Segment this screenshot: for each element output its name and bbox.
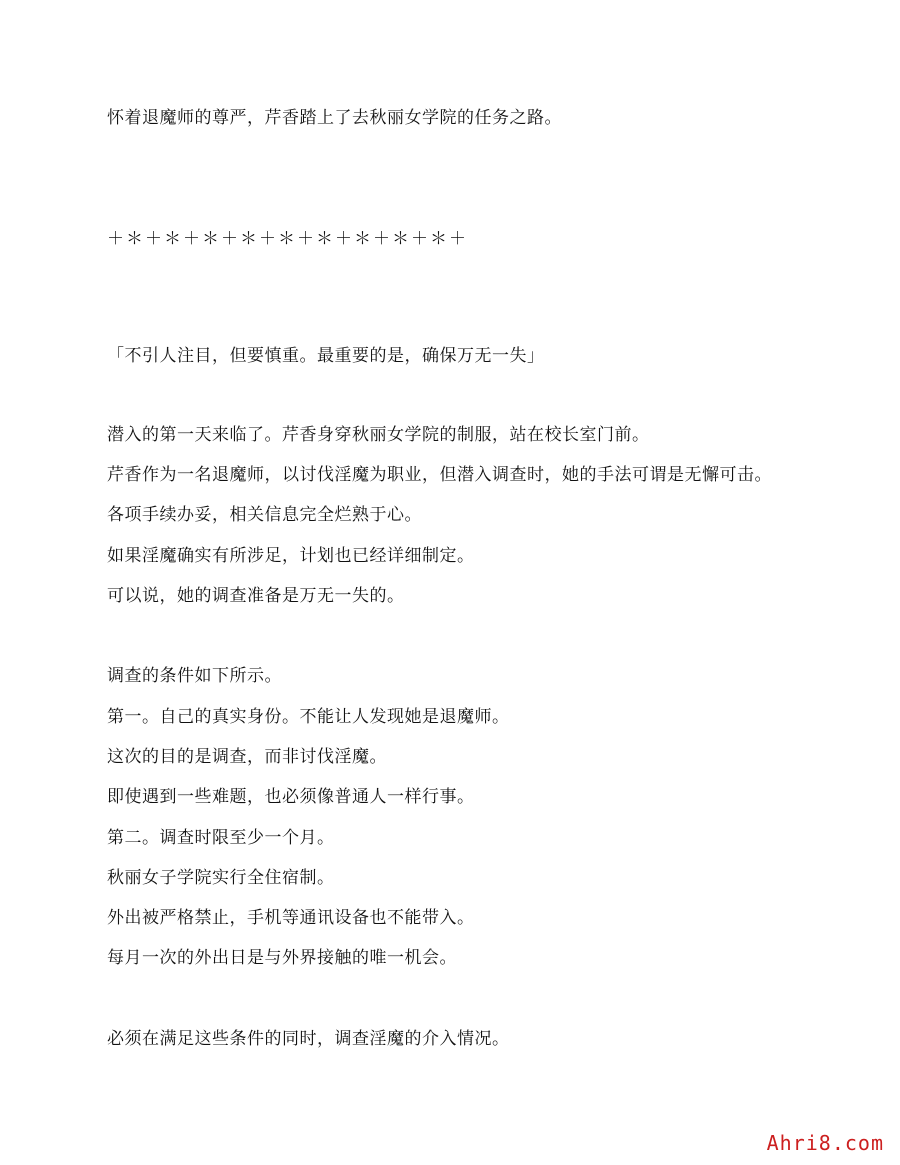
- watermark-text: Ahri8.com: [766, 1131, 884, 1155]
- paragraph-line: 如果淫魔确实有所涉足，计划也已经详细制定。: [107, 546, 475, 566]
- paragraph-line: 这次的目的是调查，而非讨伐淫魔。: [107, 747, 387, 767]
- paragraph-line: 秋丽女子学院实行全住宿制。: [107, 868, 335, 888]
- paragraph-line: 每月一次的外出日是与外界接触的唯一机会。: [107, 948, 457, 968]
- paragraph-line: 外出被严格禁止，手机等通讯设备也不能带入。: [107, 908, 475, 928]
- paragraph-line: 芹香作为一名退魔师，以讨伐淫魔为职业，但潜入调查时，她的手法可谓是无懈可击。: [107, 465, 772, 485]
- paragraph-line: 第一。自己的真实身份。不能让人发现她是退魔师。: [107, 707, 510, 727]
- intro-line: 怀着退魔师的尊严，芹香踏上了去秋丽女学院的任务之路。: [107, 108, 562, 128]
- paragraph-line: 各项手续办妥，相关信息完全烂熟于心。: [107, 505, 422, 525]
- paragraph-line: 潜入的第一天来临了。芹香身穿秋丽女学院的制服，站在校长室门前。: [107, 425, 650, 445]
- quote-line: 「不引人注目，但要慎重。最重要的是，确保万无一失」: [107, 346, 545, 366]
- paragraph-line: 调查的条件如下所示。: [107, 666, 282, 686]
- paragraph-line: 第二。调查时限至少一个月。: [107, 828, 335, 848]
- paragraph-line: 即使遇到一些难题，也必须像普通人一样行事。: [107, 787, 475, 807]
- closing-line: 必须在满足这些条件的同时，调查淫魔的介入情况。: [107, 1029, 510, 1049]
- section-divider: ＋＊＋＊＋＊＋＊＋＊＋＊＋＊＋＊＋＊＋: [107, 229, 468, 249]
- paragraph-line: 可以说，她的调查准备是万无一失的。: [107, 586, 405, 606]
